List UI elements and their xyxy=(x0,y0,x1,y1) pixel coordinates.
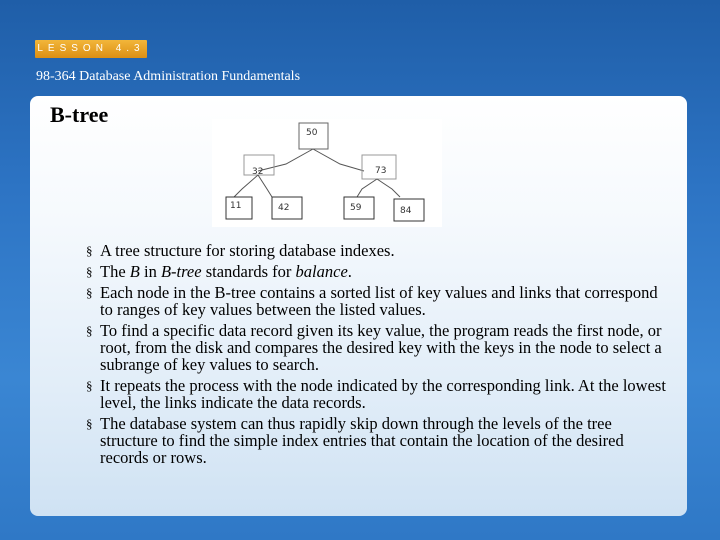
bullet-item: § Each node in the B-tree contains a sorted list of key values and links that correspond to ranges of key values between the listed values. xyxy=(86,284,666,318)
bullet-text: standards for xyxy=(201,262,296,281)
tree-node-leaf-1-label: 11 xyxy=(230,201,242,211)
course-title: 98-364 Database Administration Fundamentals xyxy=(36,69,301,84)
bullet-item xyxy=(86,263,666,280)
tree-node-leaf-3-label: 59 xyxy=(350,203,362,213)
bullet-text-italic: B xyxy=(129,262,140,281)
bullet-item: § It repeats the process with the node indicated by the corresponding link. At the lowest level, the links indicate the data records. xyxy=(86,377,666,411)
bullet-text-italic: balance xyxy=(295,262,348,281)
bullet-item: § The database system can thus rapidly skip down through the levels of the tree structure to find the simple index entries that contain the location of the desired records or rows. xyxy=(86,415,666,466)
content-panel xyxy=(30,96,687,516)
bullet-item: § A tree structure for storing database indexes. xyxy=(86,242,666,259)
btree-diagram xyxy=(212,119,442,227)
tree-node-leaf-4-label: 84 xyxy=(400,206,412,216)
bullet-item: § To find a specific data record given its key value, the program reads the first node, or root, from the disk and compares the desired key with the keys in the node to select a subrange of key values to search. xyxy=(86,322,666,373)
bullet-text: in xyxy=(139,262,161,281)
tree-node-left-label: 32 xyxy=(252,167,264,177)
lesson-badge: LESSON 4.3 xyxy=(35,40,147,58)
slide-title: B-tree xyxy=(50,102,109,127)
tree-node-root-label: 50 xyxy=(306,128,318,138)
bullet-text-italic: B-tree xyxy=(160,262,202,281)
bullet-list xyxy=(86,242,666,470)
tree-node-leaf-2-label: 42 xyxy=(278,203,290,213)
tree-node-right-label: 73 xyxy=(375,166,387,176)
bullet-text: . xyxy=(347,262,352,281)
bullet-text: The xyxy=(100,262,130,281)
